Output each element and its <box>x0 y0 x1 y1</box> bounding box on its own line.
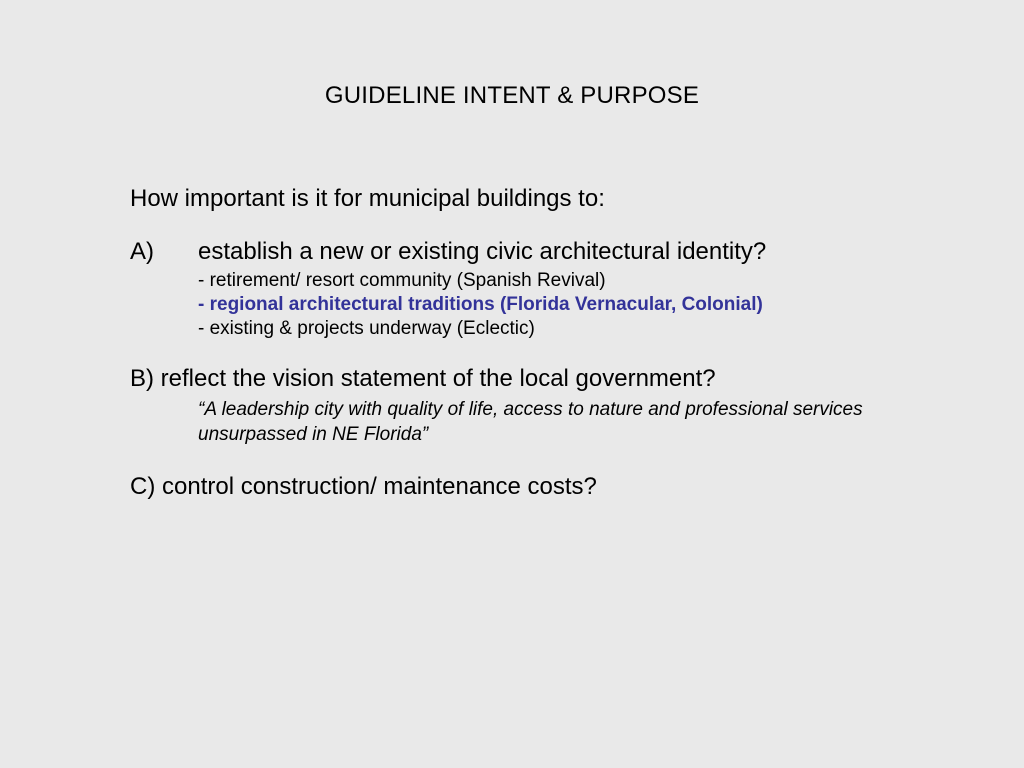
item-a-subpoint-regional-highlight: - regional architectural traditions (Florida Vernacular, Colonial) <box>198 294 763 315</box>
vision-statement-quote: “A leadership city with quality of life, access to nature and professional services unsurpassed in NE Florida” <box>198 399 863 445</box>
item-a-heading <box>130 236 950 268</box>
item-a <box>130 236 950 341</box>
item-c-heading: C) control construction/ maintenance costs? <box>130 473 597 500</box>
item-b-heading: B) reflect the vision statement of the local government? <box>130 365 716 392</box>
lead-question: How important is it for municipal buildings to: <box>130 185 605 212</box>
item-b <box>130 363 950 447</box>
item-a-subpoint-retirement: - retirement/ resort community (Spanish Revival) <box>198 270 606 291</box>
item-a-subpoints <box>130 269 950 341</box>
item-a-subpoint-existing: - existing & projects underway (Eclectic) <box>198 318 535 339</box>
item-a-letter: A) <box>130 238 154 265</box>
slide-content <box>130 182 950 525</box>
item-c <box>130 471 950 503</box>
item-a-text: establish a new or existing civic architectural identity? <box>198 238 767 265</box>
slide-title: GUIDELINE INTENT & PURPOSE <box>324 82 700 109</box>
